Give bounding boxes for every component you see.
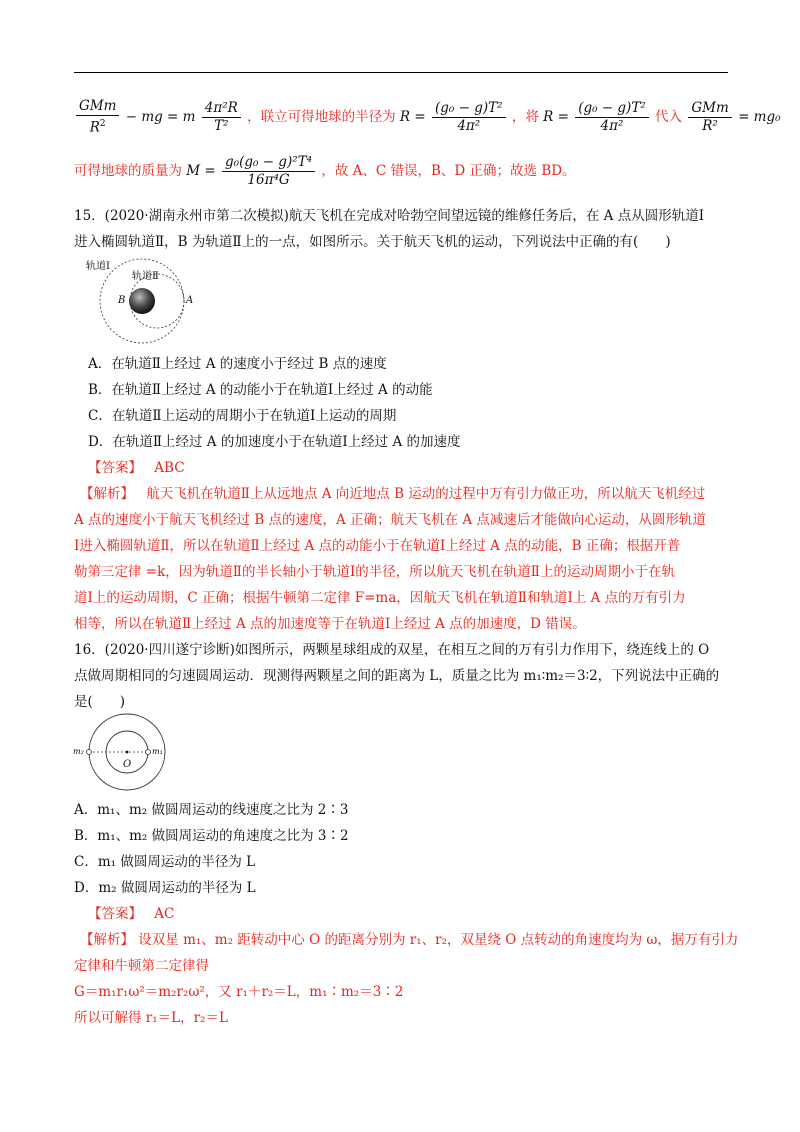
fraction-gmm-r2-b: $\frac{\text{GMm}}{\text{R²}}$: [688, 100, 731, 135]
q16-option-a: A．m₁、m₂ 做圆周运动的线速度之比为 2∶3: [74, 802, 349, 818]
q16-option-c: C．m₁ 做圆周运动的半径为 L: [74, 854, 256, 870]
label-point-a: A: [186, 295, 194, 306]
label-o: O: [123, 759, 132, 770]
q16-stem-line1: 16．(2020·四川遂宁诊断)如图所示，两颗星球组成的双星，在相互之间的万有引力作用下，绕连线上的 O: [74, 642, 710, 658]
formula-line-2: 可得地球的质量为 M = $\frac{\text{g₀(g₀ − g)²T⁴}}{\text{16π⁴G}}$ ，故 A、C 错误，B、D 正确；故选 BD。: [74, 154, 576, 188]
q15-analysis-line1: 【解析】 航天飞机在轨道Ⅱ上从远地点 A 向近地点 B 运动的过程中万有引力做正功，所以航天飞机经过: [80, 486, 706, 502]
q16-stem-line3: 是( ): [74, 694, 126, 710]
label-m1: m₁: [152, 747, 163, 756]
fraction-mass: $\frac{\text{g₀(g₀ − g)²T⁴}}{\text{16π⁴G}}$: [222, 154, 315, 189]
q16-analysis-line4: 所以可解得 r₁＝L，r₂＝L: [74, 1010, 228, 1026]
q16-analysis-line1: 【解析】 设双星 m₁、m₂ 距转动中心 O 的距离分别为 r₁、r₂，双星绕 O 点转动的角速度均为 ω，据万有引力: [80, 932, 739, 948]
q16-stem-line2: 点做周期相同的匀速圆周运动．现测得两颗星之间的距离为 L，质量之比为 m₁∶m₂＝3∶2，下列说法中正确的: [74, 668, 720, 684]
q15-analysis-line5: 道Ⅰ上的运动周期，C 正确；根据牛顿第二定律 F=ma，因航天飞机在轨道Ⅱ和轨道Ⅰ上 A 点的万有引力: [74, 590, 686, 606]
q16-analysis-line2: 定律和牛顿第二定律得: [74, 958, 209, 974]
q16-answer: 【答案】 AC: [88, 906, 175, 922]
q15-orbit-figure: [80, 255, 205, 345]
label-orbit-2: 轨道Ⅱ: [132, 271, 159, 282]
earth-icon: [129, 288, 155, 314]
q16-option-b: B．m₁、m₂ 做圆周运动的角速度之比为 3∶2: [74, 828, 349, 844]
center-o-dot: [126, 751, 129, 754]
fraction-radius: $\frac{\text{(g₀ − g)T²}}{\text{4π²}}$: [432, 100, 506, 135]
header-rule: [74, 72, 728, 73]
q16-analysis-line3: G＝m₁r₁ω²＝m₂r₂ω²，又 r₁＋r₂＝L，m₁∶m₂＝3∶2: [74, 984, 404, 1000]
q15-stem-line2: 进入椭圆轨道Ⅱ，B 为轨道Ⅱ上的一点，如图所示。关于航天飞机的运动，下列说法中正确的有( ): [74, 234, 671, 250]
formula-line-1: $\frac{\text{GMm}}{R^2}$ − mg = m $\frac{\text{4π²R}}{\text{T²}}$ ，联立可得地球的半径为 R = $\frac{\text{(g₀ − g)T²}}{\text{4π²}}$ ，将 R = $\frac{\text{(g₀ − g)T²}}{\text{4π²}}$ 代入 $\frac{\text{GMm}}{\text{R²}}$ = mg₀: [74, 98, 781, 137]
star-m2-icon: [87, 750, 92, 755]
q15-option-b: B．在轨道Ⅱ上经过 A 的动能小于在轨道Ⅰ上经过 A 的动能: [88, 382, 433, 398]
q16-option-d: D．m₂ 做圆周运动的半径为 L: [74, 880, 256, 896]
q15-analysis-line4: 勒第三定律 =k，因为轨道Ⅱ的半长轴小于轨道Ⅰ的半径，所以航天飞机在轨道Ⅱ上的运动周期小于在轨: [74, 564, 675, 580]
q15-analysis-line6: 相等，所以在轨道Ⅱ上经过 A 点的加速度等于在轨道Ⅰ上经过 A 点的加速度，D 错误。: [74, 616, 586, 632]
fraction-radius-2: $\frac{\text{(g₀ − g)T²}}{\text{4π²}}$: [575, 100, 649, 135]
q15-option-d: D．在轨道Ⅱ上经过 A 的加速度小于在轨道Ⅰ上经过 A 的加速度: [88, 434, 461, 450]
q15-option-c: C．在轨道Ⅱ上运动的周期小于在轨道Ⅰ上运动的周期: [88, 408, 397, 424]
q15-option-a: A．在轨道Ⅱ上经过 A 的速度小于经过 B 点的速度: [88, 356, 387, 372]
fraction-gmm-r2: $\frac{\text{GMm}}{R^2}$: [76, 98, 119, 137]
fraction-4pi2r-t2: $\frac{\text{4π²R}}{\text{T²}}$: [202, 100, 241, 135]
q15-stem-line1: 15．(2020·湖南永州市第二次模拟)航天飞机在完成对哈勃空间望远镜的维修任务后，在 A 点从圆形轨道Ⅰ: [74, 208, 705, 224]
q15-answer: 【答案】 ABC: [88, 460, 185, 476]
q15-analysis-line3: Ⅰ进入椭圆轨道Ⅱ，所以在轨道Ⅱ上经过 A 点的动能小于在轨道Ⅰ上经过 A 点的动能，B 正确；根据开普: [74, 538, 681, 554]
q15-analysis-line2: A 点的速度小于航天飞机经过 B 点的速度，A 正确；航天飞机在 A 点减速后才能做向心运动，从圆形轨道: [74, 512, 706, 528]
q16-binary-star-figure: [72, 712, 187, 792]
star-m1-icon: [146, 750, 151, 755]
label-orbit-1: 轨道Ⅰ: [86, 261, 110, 272]
label-point-b: B: [118, 295, 126, 306]
label-m2: m₂: [73, 747, 84, 756]
